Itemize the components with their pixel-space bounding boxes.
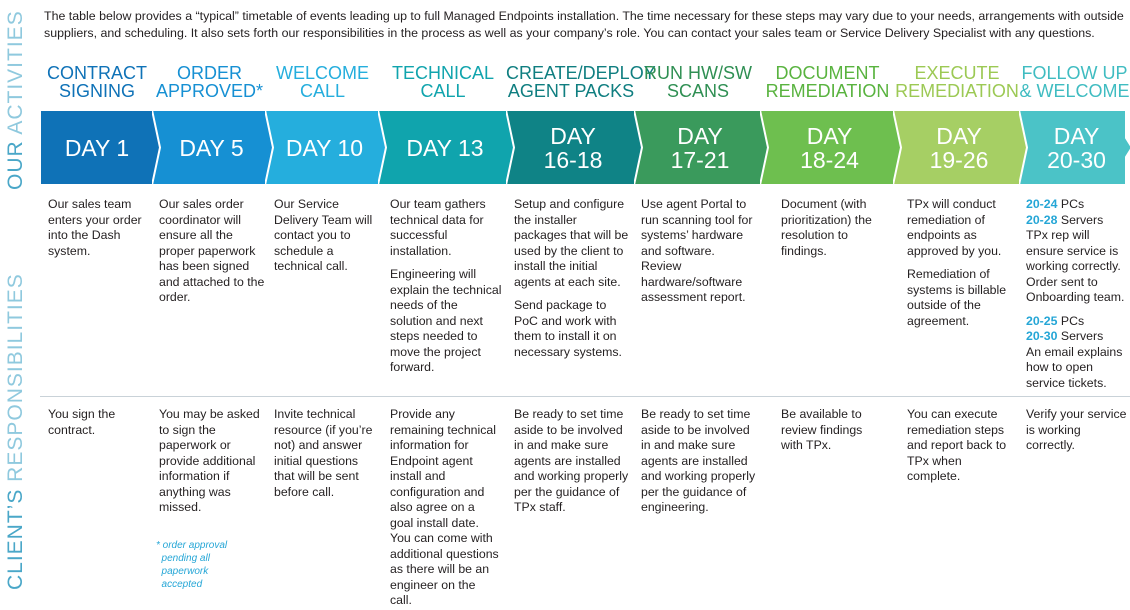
our-activity-text (907, 197, 1017, 337)
client-responsibility-text: Be ready to set time aside to be involved in and make sure agents are installed and working properly per the guidance of engineering. (641, 407, 756, 514)
our-activity-paragraph: Use agent Portal to run scanning tool for systems’ hardware and software. Review hardware/software assessment report. (641, 197, 753, 304)
row-separator (40, 396, 1130, 397)
client-responsibility-text: You can execute remediation steps and report back to TPx when complete. (907, 407, 1007, 483)
day-label: DAY 1 (64, 134, 130, 161)
count-type: PCs (1057, 313, 1085, 328)
activity-heading (1019, 64, 1130, 100)
count-type: Servers (1057, 212, 1104, 227)
our-activity-text (641, 197, 756, 314)
day-range: 20-30 (1047, 146, 1106, 173)
activity-heading-line1: CONTRACT (47, 63, 147, 83)
day-label: DAY 10 (285, 134, 364, 161)
our-activity-paragraph: Send package to PoC and work with them to install it on necessary systems. (514, 298, 622, 359)
our-activity-paragraph: Our sales order coordinator will ensure all the proper paperwork has been signed and attached to the order. (159, 197, 265, 304)
count-line (1026, 329, 1130, 345)
client-responsibility-text: Be available to review findings with TPx. (781, 407, 863, 452)
day-range: 18-24 (800, 146, 859, 173)
day-label (1019, 110, 1130, 185)
client-responsibility-text: Provide any remaining technical information for Endpoint agent install and configuration and also agree on a goal install date. You can come with additional questions as there will be an engineer on the call. (390, 407, 499, 607)
day-label (506, 110, 640, 185)
responsibilities-word: RESPONSIBILITIES (4, 273, 27, 482)
client-responsibility-text: You may be asked to sign the paperwork or provide additional information if anything was missed. (159, 407, 260, 514)
day-label: DAY 5 (179, 134, 244, 161)
footnote: * order approval pending all paperwork accepted (156, 540, 228, 590)
day-range-highlight: 20-25 (1026, 313, 1058, 328)
count-type: PCs (1057, 197, 1085, 211)
our-activity-paragraph: Remediation of systems is billable outside of the agreement. (907, 267, 1007, 328)
day-label (893, 110, 1025, 185)
activity-heading-line2: AGENT PACKS (507, 81, 635, 101)
client-responsibility-text: Verify your service is working correctly. (1026, 407, 1127, 452)
our-activity-paragraph: Document (with prioritization) the resolution to findings. (781, 197, 872, 258)
activity-heading (893, 64, 1021, 100)
client-responsibility-text: Be ready to set time aside to be involved in and make sure agents are installed and working properly per the guidance of TPx staff. (514, 407, 629, 514)
our-activity-text (1026, 197, 1130, 399)
count-type: Servers (1057, 329, 1104, 343)
our-activity-paragraph: Our sales team enters your order into the Dash system. (48, 197, 142, 258)
day-range: 17-21 (670, 146, 730, 173)
day-word: DAY (677, 122, 723, 149)
our-activity-paragraph: An email explains how to open service tickets. (1026, 344, 1123, 390)
day-word: DAY (936, 122, 982, 149)
activity-heading-line2: SCANS (666, 81, 729, 101)
our-activity-paragraph: TPx will conduct remediation of endpoints as approved by you. (907, 197, 1002, 258)
activity-heading (634, 64, 762, 100)
activity-heading-line1: ORDER (176, 63, 242, 83)
activity-heading-line1: FOLLOW UP (1021, 63, 1128, 83)
client-responsibilities-label (4, 273, 28, 590)
activity-heading (152, 64, 267, 100)
client-responsibility-text: You sign the contract. (48, 407, 116, 437)
count-line (1026, 197, 1130, 213)
activity-heading-line2: APPROVED* (155, 81, 264, 101)
activity-heading-line2: CALL (299, 81, 346, 101)
activity-heading-line2: REMEDIATION (895, 81, 1019, 101)
activity-heading-line2: REMEDIATION (765, 81, 890, 101)
activity-heading-line2: CALL (420, 81, 466, 101)
day-range-highlight: 20-28 (1026, 212, 1058, 227)
client-responsibility-text: Invite technical resource (if you’re not) and answer initial questions that will be sent before call. (274, 407, 373, 499)
our-activities-label (4, 10, 28, 190)
our-activity-paragraph: Engineering will explain the technical needs of the solution and next steps needed to move the project forward. (390, 267, 502, 374)
activity-heading-line1: TECHNICAL (391, 63, 494, 83)
day-label: DAY 13 (406, 134, 484, 161)
activity-heading-line1: WELCOME (275, 63, 369, 83)
our-activity-paragraph: Our team gathers technical data for successful installation. (390, 197, 486, 258)
activity-heading-line2: & WELCOME (1019, 81, 1130, 101)
activity-heading-line1: DOCUMENT (775, 63, 880, 83)
count-line (1026, 213, 1130, 229)
our-activity-text (390, 197, 502, 384)
day-range: 16-18 (543, 146, 603, 173)
activity-heading-line1: CREATE/DEPLOY (506, 63, 656, 83)
our-activity-paragraph: Our Service Delivery Team will contact you to schedule a technical call. (274, 197, 373, 273)
activity-heading-line1: RUN HW/SW (644, 63, 752, 83)
our-activity-text (514, 197, 632, 368)
day-range-highlight: 20-30 (1026, 329, 1058, 343)
activity-heading (506, 63, 656, 101)
day-word: DAY (550, 122, 596, 149)
day-range: 19-26 (929, 146, 989, 173)
activity-heading-line1: EXECUTE (914, 63, 1000, 83)
activity-heading (760, 64, 895, 100)
day-label (760, 110, 899, 185)
day-range-highlight: 20-24 (1026, 197, 1058, 211)
day-label (634, 110, 766, 185)
our-activity-paragraph: TPx rep will ensure service is working correctly. Order sent to Onboarding team. (1026, 228, 1125, 304)
activity-heading (40, 64, 154, 100)
intro-paragraph: The table below provides a “typical” timetable of events leading up to full Managed Endpoints installation. The time necessary for these steps may vary due to your needs, arrangements with outside suppliers, and scheduling. It also sets forth our responsibilities in the process as well as your company’s role. You can contact your sales team or Service Delivery Specialist with any questions. (44, 9, 1124, 40)
activities-word: ACTIVITIES (4, 10, 27, 135)
activity-heading-line2: SIGNING (58, 81, 135, 101)
our-activity-text (781, 197, 886, 267)
day-word: DAY (1053, 122, 1100, 149)
our-activity-text (274, 197, 374, 283)
our-word: OUR (4, 134, 27, 190)
day-word: DAY (806, 122, 853, 149)
activity-heading (265, 64, 380, 100)
our-activity-paragraph: Setup and configure the installer packages that will be used by the client to install the initial agents at each site. (514, 197, 629, 289)
our-activity-text (159, 197, 267, 314)
our-activity-text (48, 197, 148, 267)
count-line (1026, 314, 1130, 330)
clients-word: CLIENT’S (4, 481, 27, 590)
activity-heading (378, 64, 508, 100)
